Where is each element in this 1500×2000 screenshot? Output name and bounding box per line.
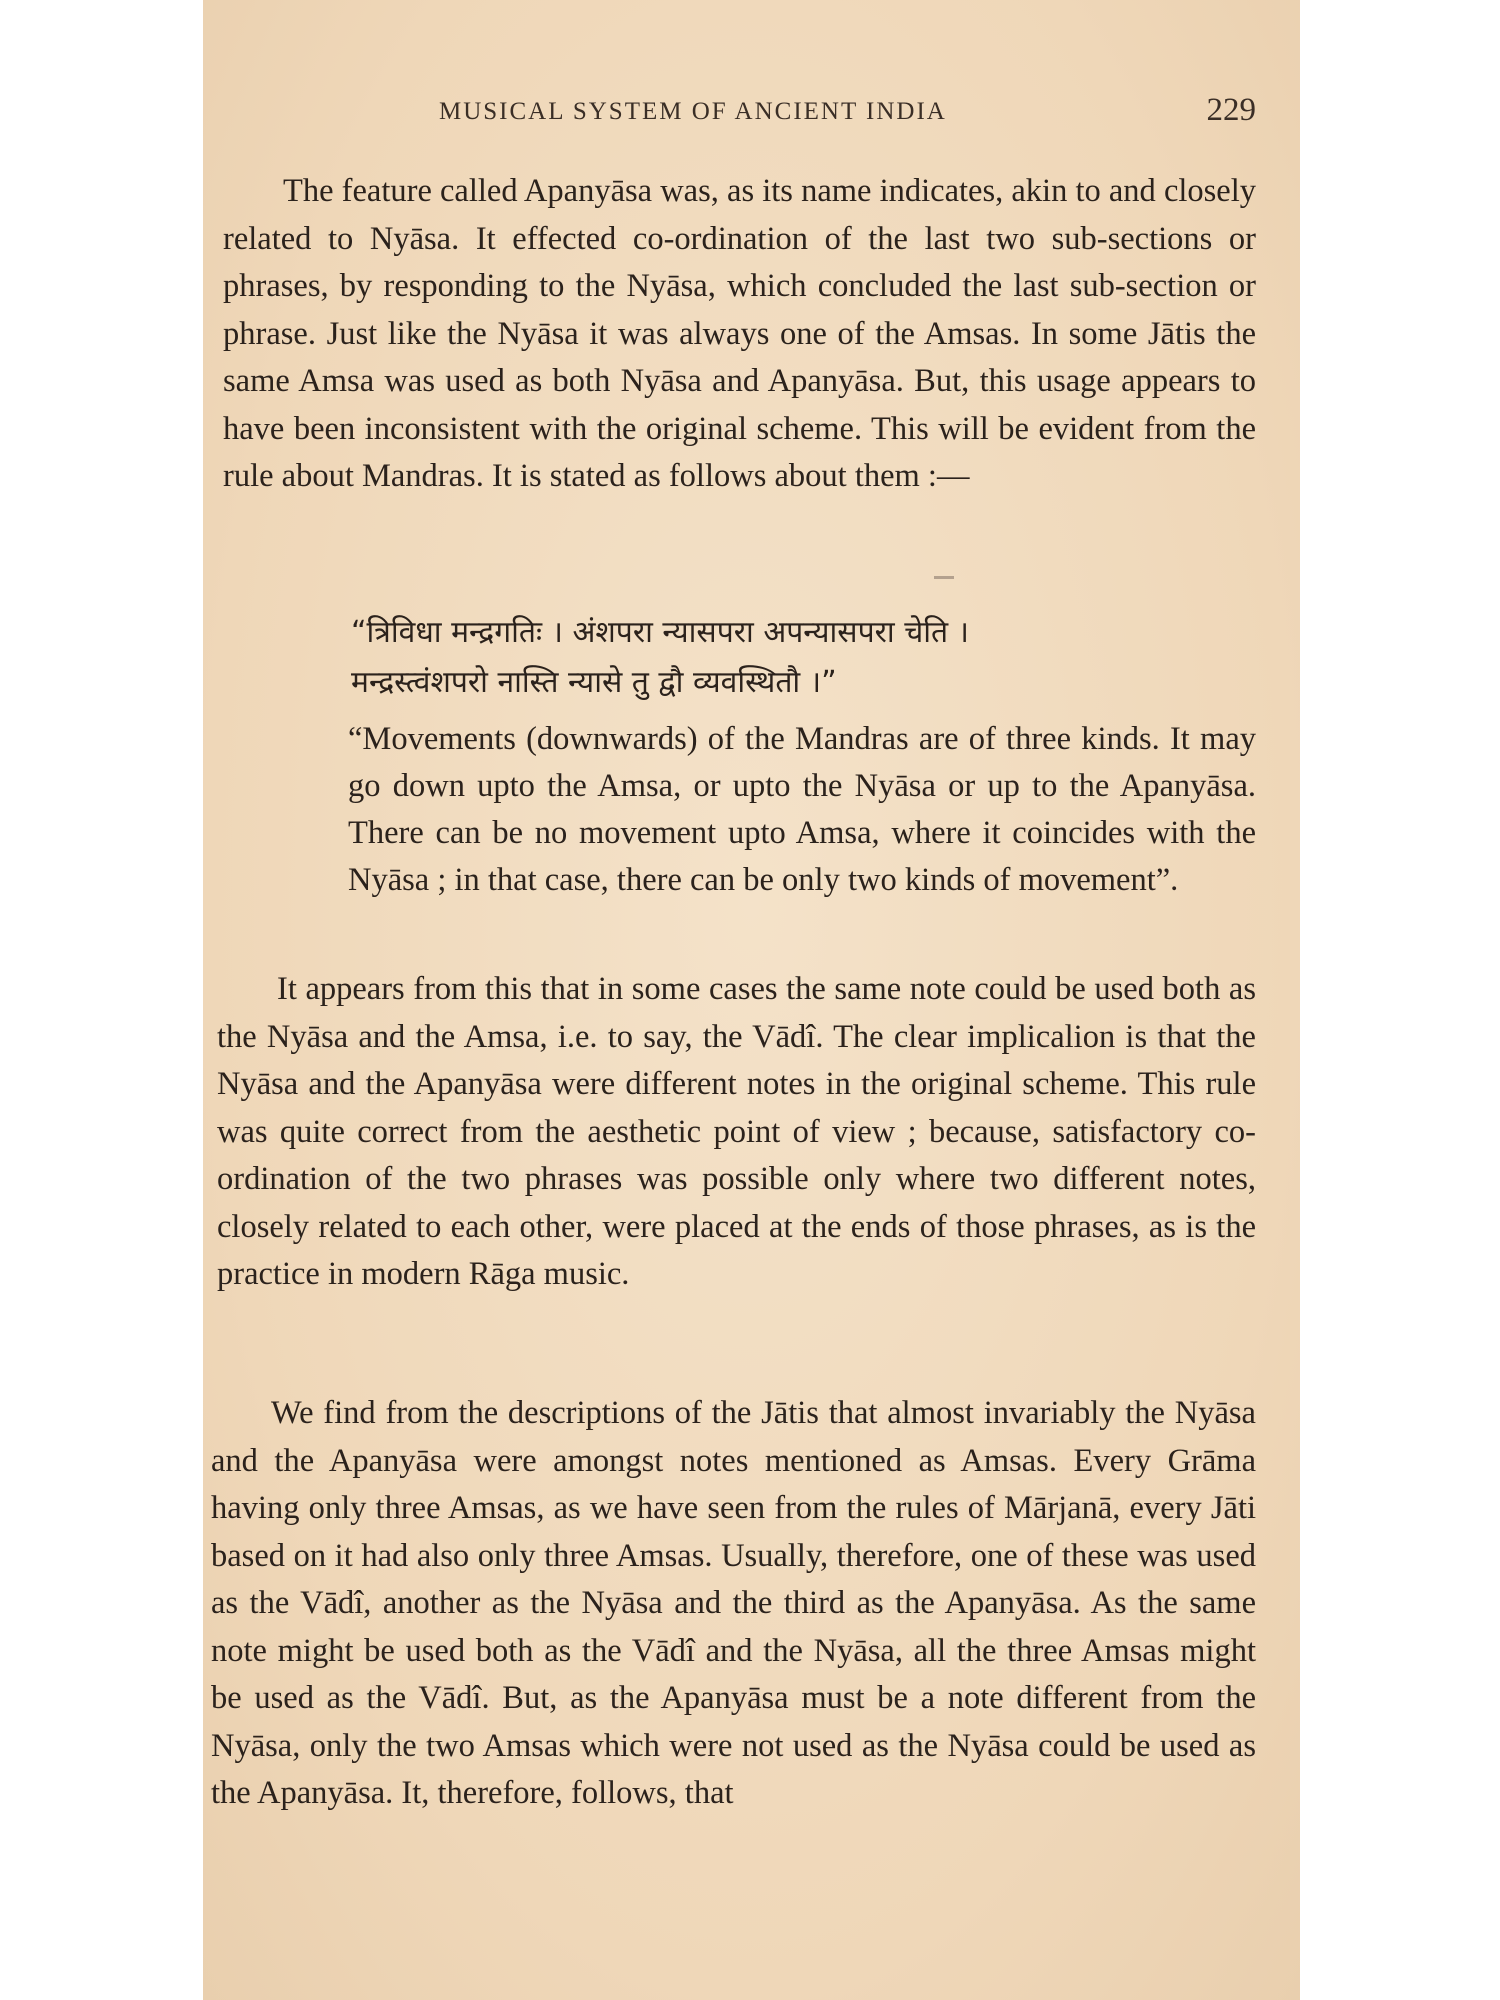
- body-paragraph-2: [217, 966, 1256, 1299]
- print-mark: [934, 576, 954, 579]
- sanskrit-quotation: [351, 608, 1256, 708]
- page-header: [203, 92, 1300, 138]
- body-paragraph-3: [211, 1390, 1256, 1818]
- sanskrit-line-1: “त्रिविधा मन्द्रगतिः । अंशपरा न्यासपरा अपन्यासपरा चेति ।: [351, 615, 970, 650]
- translation-text: “Movements (downwards) of the Mandras are of three kinds. It may go down upto the Amsa, or upto the Nyāsa or up to the Apanyāsa. There can be no movement upto Amsa, where it coincides with the Nyāsa ; in that case, there can be only two kinds of movement”.: [348, 721, 1256, 898]
- running-head: MUSICAL SYSTEM OF ANCIENT INDIA: [439, 98, 947, 125]
- paragraph-jatis: We find from the descriptions of the Jātis that almost invariably the Nyāsa and the Apanyāsa were amongst notes mentioned as Amsas. Every Grāma having only three Amsas, as we have seen from the rules of Mārjanā, every Jāti based on it had also only three Amsas. Usually, therefore, one of these was used as the Vādî, another as the Nyāsa and the third as the Apanyāsa. As the same note might be used both as the Vādî and the Nyāsa, all the three Amsas might be used as the Vādî. But, as the Apanyāsa must be a note different from the Nyāsa, only the two Amsas which were not used as the Nyāsa could be used as the Apanyāsa. It, therefore, follows, that: [211, 1395, 1256, 1811]
- paragraph-implication: It appears from this that in some cases the same note could be used both as the Nyāsa and the Amsa, i.e. to say, the Vādî. The clear implicalion is that the Nyāsa and the Apanyāsa were different notes in the original scheme. This rule was quite correct from the aesthetic point of view ; because, satisfactory co-ordination of the two phrases was possible only where two different notes, closely related to each other, were placed at the ends of those phrases, as is the practice in modern Rāga music.: [217, 971, 1256, 1292]
- body-paragraph-1: [223, 168, 1256, 501]
- translation-quotation: [348, 716, 1256, 904]
- paragraph-apanyasa-intro: The feature called Apanyāsa was, as its name indicates, akin to and closely related to Nyāsa. It effected co-ordination of the last two sub-sections or phrases, by responding to the Nyāsa, which concluded the last sub-section or phrase. Just like the Nyāsa it was always one of the Amsas. In some Jātis the same Amsa was used as both Nyāsa and Apanyāsa. But, this usage appears to have been inconsistent with the original scheme. This will be evident from the rule about Mandras. It is stated as follows about them :—: [223, 173, 1256, 494]
- book-page: [203, 0, 1300, 2000]
- sanskrit-line-2: मन्द्रस्त्वंशपरो नास्ति न्यासे तु द्वौ व्यवस्थितौ ।”: [351, 665, 837, 700]
- page-number: 229: [1206, 92, 1256, 128]
